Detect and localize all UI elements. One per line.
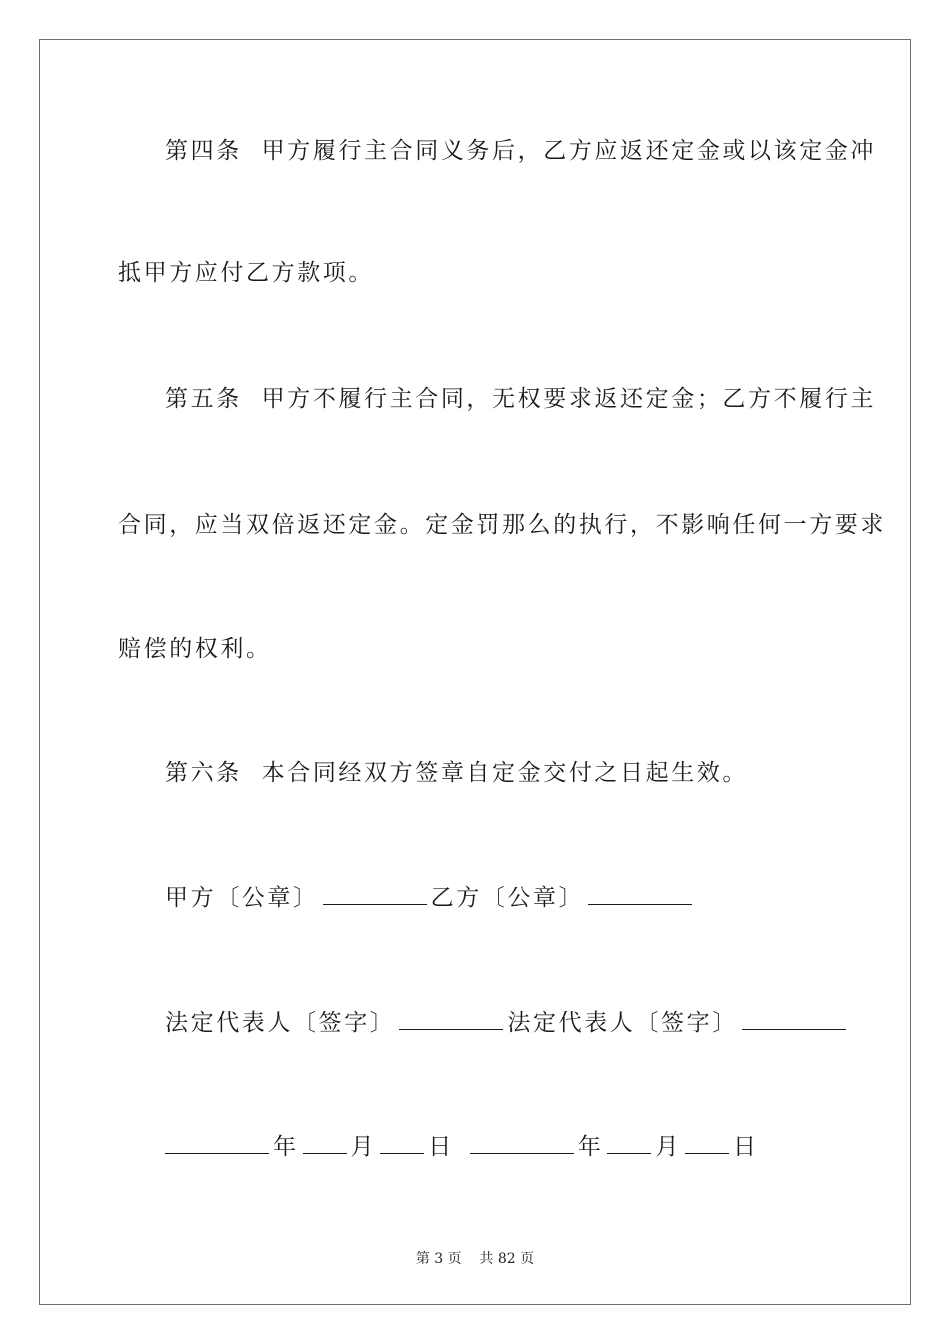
clause-4-line-2: 抵甲方应付乙方款项。: [118, 260, 374, 286]
date-a-day-blank[interactable]: [380, 1133, 424, 1154]
party-b-seal-blank[interactable]: [588, 884, 692, 905]
date-row: [161, 1132, 759, 1162]
date-a-month-label: 月: [350, 1134, 377, 1160]
date-a-month-blank[interactable]: [303, 1133, 347, 1154]
representative-row: [165, 1008, 850, 1038]
page-border: [39, 39, 911, 1305]
date-b-day-label: 日: [733, 1134, 759, 1160]
clause-5-line-3: 赔偿的权利。: [118, 636, 272, 662]
date-b-year-label: 年: [577, 1134, 604, 1160]
date-b-day-blank[interactable]: [685, 1133, 729, 1154]
party-a-rep-label: 法定代表人〔签字〕: [165, 1010, 396, 1036]
party-a-rep-blank[interactable]: [399, 1009, 503, 1030]
clause-5-line-1: 第五条 甲方不履行主合同，无权要求返还定金；乙方不履行主: [165, 386, 877, 412]
date-b-year-blank[interactable]: [470, 1133, 574, 1154]
party-a-seal-label: 甲方〔公章〕: [165, 885, 319, 911]
date-a-year-label: 年: [273, 1134, 299, 1160]
party-b-rep-label: 法定代表人〔签字〕: [507, 1010, 738, 1036]
party-a-seal-blank[interactable]: [323, 884, 427, 905]
clause-6-line-1: 第六条 本合同经双方签章自定金交付之日起生效。: [165, 760, 749, 786]
date-b-month-blank[interactable]: [607, 1133, 651, 1154]
page-number-footer: 第 3 页 共 82 页: [415, 1251, 535, 1267]
party-b-rep-blank[interactable]: [742, 1009, 846, 1030]
clause-5-line-2: 合同，应当双倍返还定金。定金罚那么的执行，不影响任何一方要求: [118, 512, 886, 538]
clause-4-line-1: 第四条 甲方履行主合同义务后，乙方应返还定金或以该定金冲: [165, 138, 877, 164]
date-a-day-label: 日: [428, 1134, 454, 1160]
date-a-year-blank[interactable]: [165, 1133, 269, 1154]
seal-row: [165, 883, 696, 913]
party-b-seal-label: 乙方〔公章〕: [430, 885, 585, 911]
date-b-month-label: 月: [655, 1134, 682, 1160]
